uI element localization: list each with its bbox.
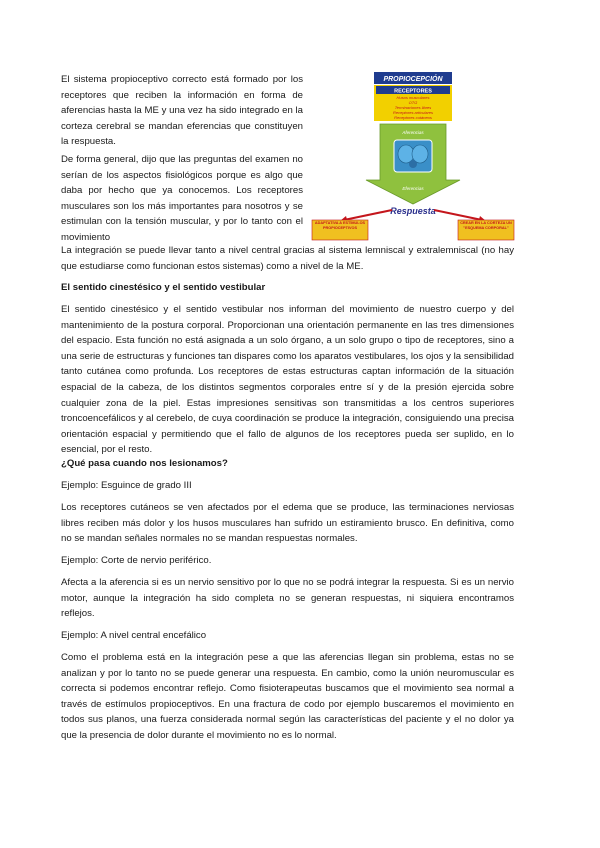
response-label: Respuesta	[390, 206, 436, 216]
receptor-item: Terminaciones libres	[394, 105, 432, 110]
example-heading-nerve: Ejemplo: Corte de nervio periférico.	[61, 555, 212, 566]
section-heading-kinesthetic: El sentido cinestésico y el sentido vestibular	[61, 282, 266, 293]
receptor-item: Husos musculares	[396, 95, 430, 100]
right-arrow	[434, 210, 482, 220]
example-body-sprain: Los receptores cutáneos se ven afectados por el edema que se produce, las terminaciones nerviosas libres reciben más dolor y los husos musculares han sufrido un estiramiento brusco. En definitiva, como no se mandan señales normales no se mandan respuestas normales.	[61, 502, 514, 545]
receptor-item: OTG	[408, 100, 418, 105]
receptor-item: Receptores articulares	[392, 110, 434, 115]
example-body-nerve: Afecta a la aferencia si es un nervio sensitivo por lo que no se podrá integrar la respuesta. Si es un nervio motor, aunque la integración ha sido completa no se generan respuestas, ni siquiera encontramos reflejos.	[61, 577, 514, 620]
intro-paragraph-2: De forma general, dijo que las preguntas del examen no serían de los aspectos fisiológicos porque es algo que daba por hecho que ya conocemos. Los receptores musculares son los más importantes para nosotros y se estimulan con la tensión muscular, y por lo tanto con el movimiento	[61, 154, 303, 243]
efferent-label: Eferencias	[402, 186, 424, 191]
diagram-title: PROPIOCEPCIÓN	[383, 76, 443, 83]
intro-paragraph-3: La integración se puede llevar tanto a nivel central gracias al sistema lemniscal y extralemniscal (no hay que estudiarse como funcionan estos sistemas) como a nivel de la ME.	[61, 245, 514, 272]
intro-paragraph-1: El sistema propioceptivo correcto está formado por los receptores que reciben la información en forma de aferencias hasta la ME y una vez ha sido integrado en la corteza cerebral se mandan eferencias que constituyen la respuesta.	[61, 74, 303, 148]
section-heading-injury: ¿Qué pasa cuando nos lesionamos?	[61, 458, 228, 469]
right-outcome-text: CREAR EN LA CORTEZA UN "ESQUEMA CORPORAL"	[460, 221, 512, 230]
receptor-item: Receptores cutáneos	[394, 115, 432, 120]
example-body-central: Como el problema está en la integración pese a que las aferencias llegan sin problema, estas no se analizan y por lo tanto no se puede generar una respuesta. En cambio, como la unión neuromuscular es correcta si podemos encontrar reflejo. Como fisioterapeutas buscamos que el movimiento sea normal a través de estímulos propioceptivos. En una fractura de codo por ejemplo buscaremos el movimiento en todos sus planos, una fuerza considerada normal según las características del paciente y el no dolor ya que la presencia de dolor durante el movimiento no es lo normal.	[61, 652, 514, 741]
afferent-label: Aferencias	[402, 130, 424, 135]
receptors-header: RECEPTORES	[394, 88, 432, 95]
example-heading-sprain: Ejemplo: Esguince de grado III	[61, 480, 192, 491]
left-outcome-text: ADAPTATIVA A ESTÍMULOS PROPIOCEPTIVOS	[314, 221, 366, 230]
proprioception-diagram	[310, 68, 516, 244]
left-arrow	[344, 210, 392, 220]
example-heading-central: Ejemplo: A nivel central encefálico	[61, 630, 207, 641]
section-body-kinesthetic: El sentido cinestésico y el sentido vestibular nos informan del movimiento de nuestro cuerpo y del mantenimiento de la postura corporal. Proporcionan una orientación permanente en las tres dimensiones del espacio. Esta función no está asignada a un solo órgano, a un solo grupo o tipo de receptores, sino a una serie de estructuras y funciones tan dispares como los aparatos vestibulares, los ojos y la sensibilidad tanto cutánea como profunda. Los receptores de estas estructuras captan información de la situación espacial de la cabeza, de los distintos segmentos corporales entre sí y de la presión ejercida sobre cualquier zona de la piel. Estas impresiones sensitivas son transmitidas a los centros superiores troncoencefálicos y al cerebelo, de cuya coordinación se produce la integración, consiguiendo una precisa orientación espacial y permitiendo que el fallo de algunos de los receptores pueda ser suplido, en lo esencial, por el resto.	[61, 304, 514, 456]
